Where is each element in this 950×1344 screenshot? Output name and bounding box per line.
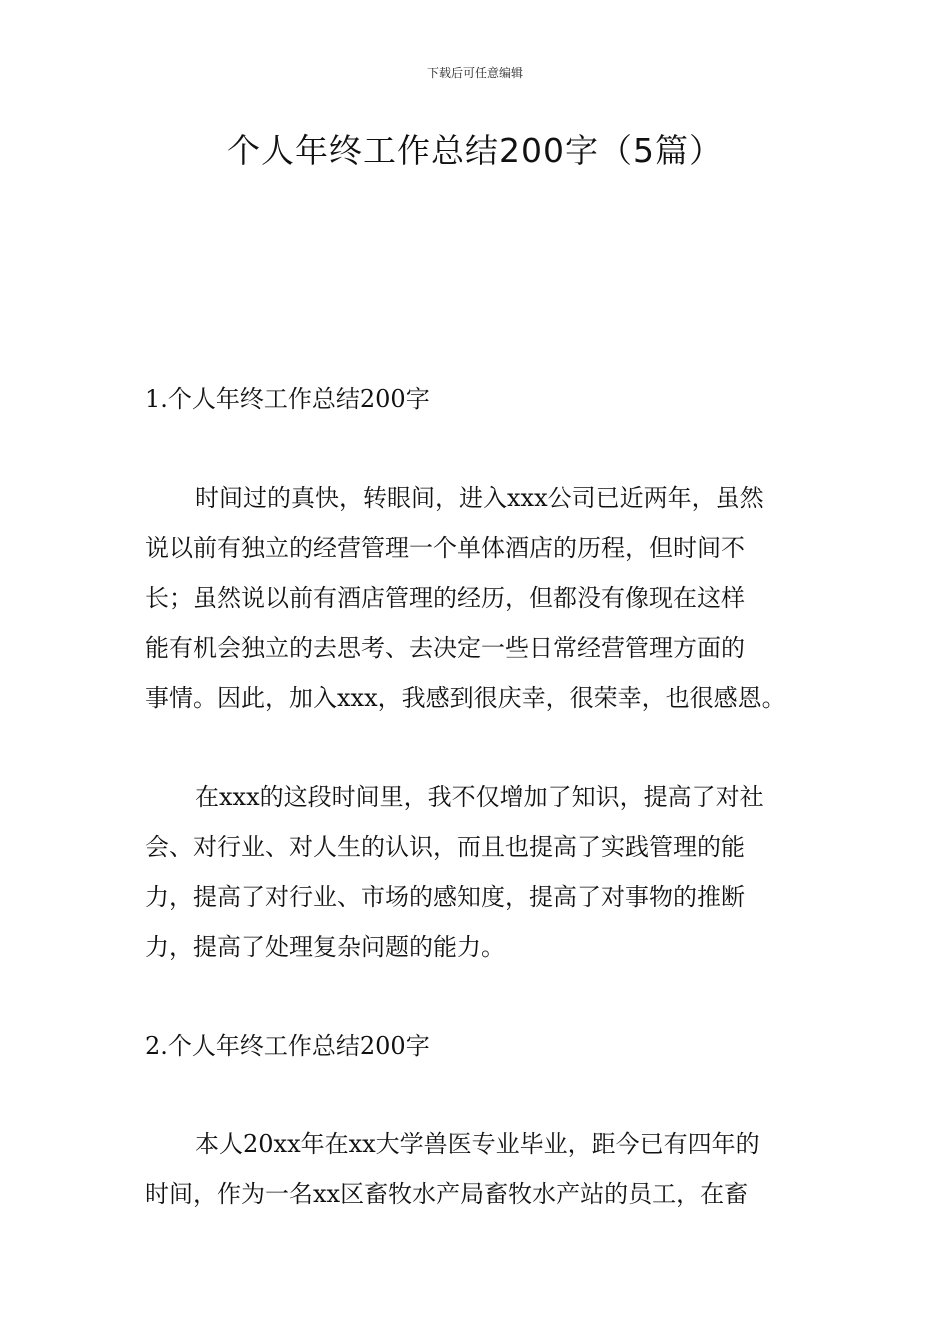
header-note: 下载后可任意编辑 <box>426 66 523 80</box>
section-1-paragraph-1 <box>145 473 825 723</box>
paragraph-line: 在xxx的这段时间里，我不仅增加了知识，提高了对社 <box>195 783 764 811</box>
paragraph-line: 会、对行业、对人生的认识，而且也提高了实践管理的能 <box>145 833 745 861</box>
paragraph-line: 长；虽然说以前有酒店管理的经历，但都没有像现在这样 <box>145 584 745 612</box>
paragraph-line: 力，提高了处理复杂问题的能力。 <box>145 933 505 961</box>
paragraph-line: 事情。因此，加入xxx，我感到很庆幸，很荣幸，也很感恩。 <box>145 684 786 712</box>
paragraph-line: 时间，作为一名xx区畜牧水产局畜牧水产站的员工，在畜 <box>145 1180 749 1208</box>
paragraph-line: 力，提高了对行业、市场的感知度，提高了对事物的推断 <box>145 883 745 911</box>
document-title: 个人年终工作总结200字（5篇） <box>227 131 723 170</box>
paragraph-line: 说以前有独立的经营管理一个单体酒店的历程，但时间不 <box>145 534 745 562</box>
paragraph-line: 本人20xx年在xx大学兽医专业毕业，距今已有四年的 <box>195 1130 760 1158</box>
section-heading-2: 2.个人年终工作总结200字 <box>145 1032 430 1060</box>
section-1-paragraph-2 <box>145 772 825 972</box>
paragraph-line: 时间过的真快，转眼间，进入xxx公司已近两年，虽然 <box>195 484 764 512</box>
section-2-paragraph-1 <box>145 1119 825 1219</box>
section-heading-1: 1.个人年终工作总结200字 <box>145 385 430 413</box>
paragraph-line: 能有机会独立的去思考、去决定一些日常经营管理方面的 <box>145 634 745 662</box>
